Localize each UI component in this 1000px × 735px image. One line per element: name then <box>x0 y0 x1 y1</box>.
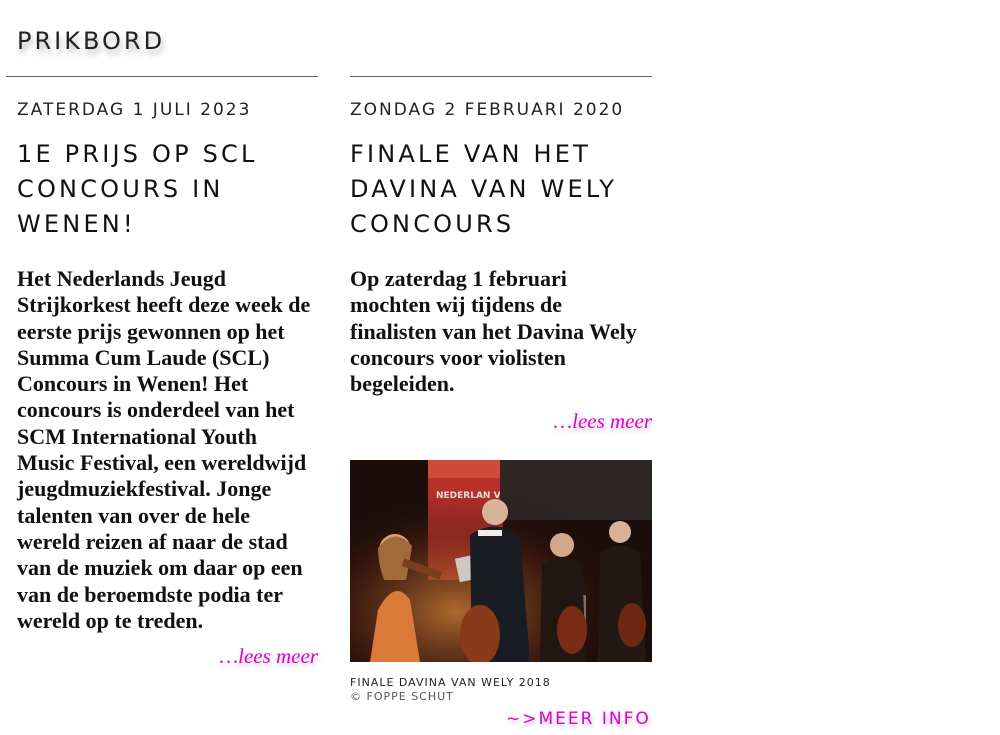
post-card <box>350 76 652 704</box>
page-title: PRIKBORD <box>17 27 166 55</box>
divider <box>6 76 318 77</box>
concert-photo-illustration <box>350 460 652 662</box>
read-more-link[interactable]: …lees meer <box>219 644 318 669</box>
post-headline[interactable]: 1E PRIJS OP SCL CONCOURS IN WENEN! <box>17 140 258 238</box>
post-date: ZATERDAG 1 JULI 2023 <box>17 100 252 120</box>
post-body: Het Nederlands Jeugd Strijkorkest heeft deze week de eerste prijs gewonnen op het Summa Cum Laude (SCL) Concours in Wenen! Het concours is onderdeel van het SCM International Youth Music Festival, een wereldwijd jeugdmuziekfestival. Jonge talenten van over de hele wereld reizen af naar de stad van de muziek om daar op een van de beroemdste podia ter wereld op te treden. <box>17 266 311 633</box>
post-headline[interactable]: FINALE VAN HET DAVINA VAN WELY CONCOURS <box>350 140 618 238</box>
photo-caption: FINALE DAVINA VAN WELY 2018 <box>350 676 551 690</box>
post-body: Op zaterdag 1 februari mochten wij tijdens de finalisten van het Davina Wely concours voor violisten begeleiden. <box>350 266 637 397</box>
photo-credit: © FOPPE SCHUT <box>350 690 454 704</box>
post-card <box>6 76 318 669</box>
post-date: ZONDAG 2 FEBRUARI 2020 <box>350 100 625 120</box>
read-more-link[interactable]: …lees meer <box>553 409 652 434</box>
concert-photo[interactable] <box>350 460 652 662</box>
divider <box>350 76 652 77</box>
more-info-link[interactable]: ~>MEER INFO <box>506 709 651 729</box>
